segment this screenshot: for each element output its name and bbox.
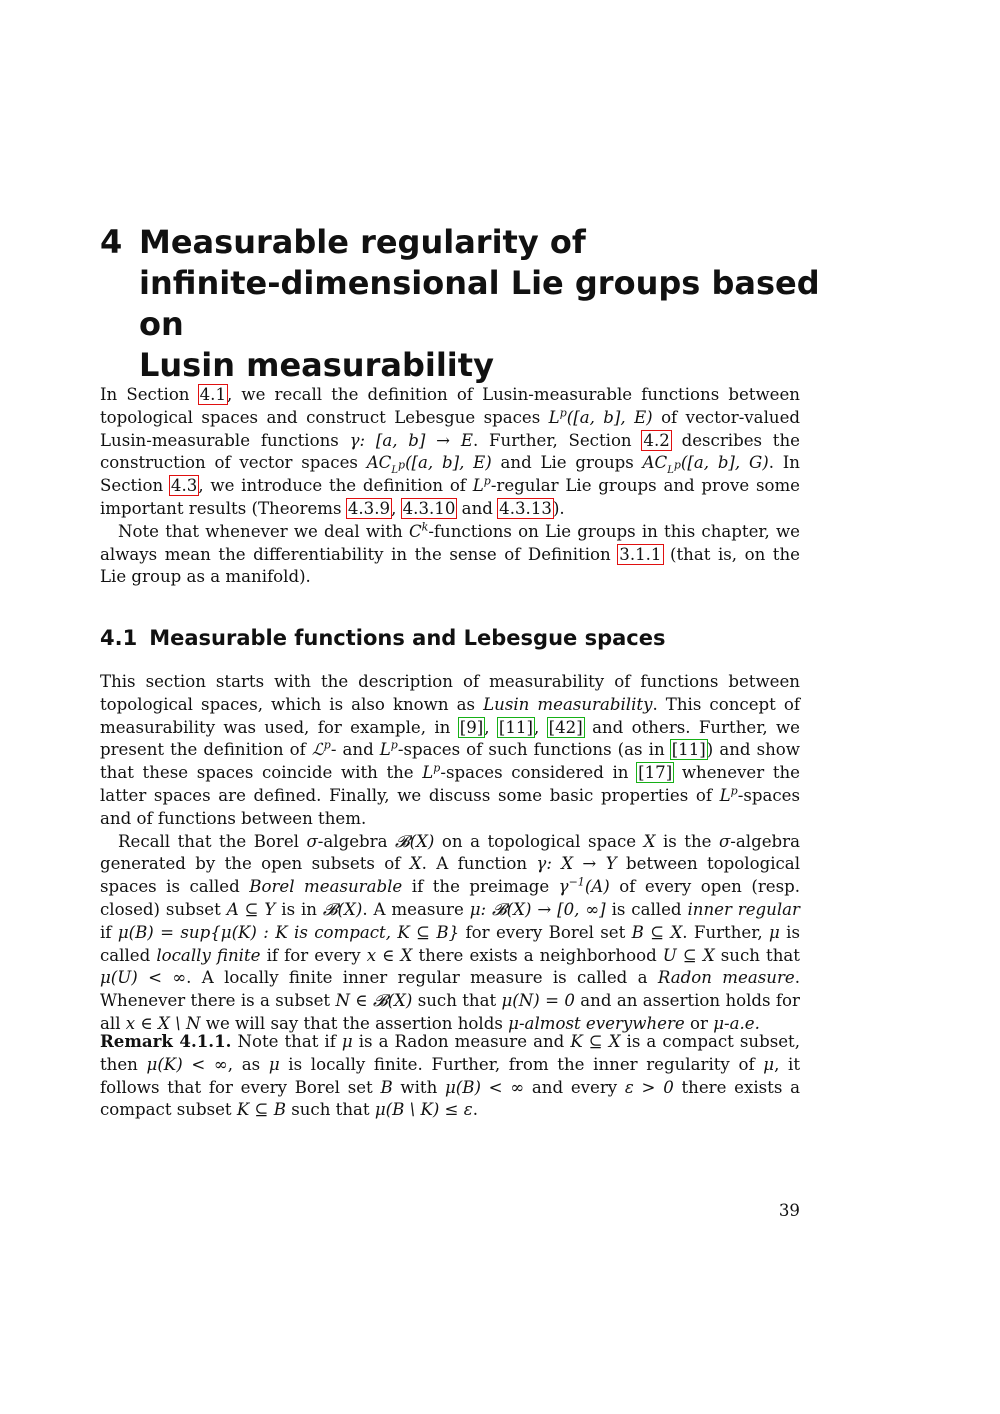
math-script-lp: ℒ$^p$ bbox=[311, 738, 331, 760]
math-b: B bbox=[380, 1077, 393, 1097]
cite-42[interactable]: [42] bbox=[548, 717, 583, 737]
text: is called bbox=[100, 922, 800, 965]
text: This section starts with the description of measurability of functions between topological spaces, which is also known as bbox=[100, 672, 800, 714]
text: . A function bbox=[421, 854, 537, 874]
text: such that bbox=[412, 991, 502, 1011]
text: if the preimage bbox=[402, 877, 559, 897]
text: . Whenever there is a subset bbox=[100, 968, 800, 1011]
text: for every Borel set bbox=[459, 922, 632, 942]
text: there exists a compact subset bbox=[100, 1077, 800, 1120]
math-u-subset-x: U ⊆ X bbox=[662, 945, 715, 965]
text: is a compact subset, then bbox=[100, 1032, 800, 1074]
text: or bbox=[684, 1013, 714, 1033]
text: . Further, bbox=[682, 922, 769, 942]
text: Note that whenever we deal with bbox=[118, 521, 409, 541]
chapter-title bbox=[139, 222, 829, 386]
math-mu: μ bbox=[769, 922, 780, 942]
text: . A measure bbox=[362, 899, 470, 919]
text: there exists a neighborhood bbox=[412, 945, 663, 965]
ref-link-4-3-9[interactable]: 4.3.9 bbox=[347, 498, 391, 518]
text: -regular Lie groups and prove some important results (Theorems bbox=[100, 476, 800, 518]
cite-17[interactable]: [17] bbox=[638, 763, 673, 783]
term-mu-almost-everywhere: μ-almost everywhere bbox=[508, 1013, 685, 1033]
term-locally-finite: locally finite bbox=[156, 945, 261, 965]
math-ac-1: $AC_{L^p}([a$, b], E) bbox=[366, 453, 492, 476]
text: -functions on Lie groups in this chapter, we always mean the differentiability in the sense of Definition bbox=[100, 521, 800, 564]
text: , bbox=[484, 717, 498, 737]
math-ac-2: $AC_{L^p}([a$, b], G) bbox=[642, 453, 769, 476]
ref-link-4-3-13[interactable]: 4.3.13 bbox=[499, 498, 552, 518]
text: and an assertion holds for all bbox=[100, 991, 800, 1033]
math-x-in-x-minus-n: x ∈ X \ N bbox=[125, 1013, 201, 1033]
text: (that is, on the Lie group as a manifold). bbox=[100, 544, 800, 587]
math-lp-3: $L^p$ bbox=[379, 738, 398, 760]
math-b-subset-x: B ⊆ X bbox=[631, 922, 683, 942]
text: and Lie groups bbox=[491, 453, 643, 473]
cite-11[interactable]: [11] bbox=[498, 717, 533, 737]
text: ). bbox=[552, 498, 565, 518]
math-x: X bbox=[643, 831, 656, 851]
math-lp-2: $L^p$ bbox=[472, 474, 491, 496]
text: -spaces considered in bbox=[440, 763, 638, 783]
text: whenever the latter spaces are defined. Finally, we discuss some basic properties of bbox=[100, 763, 800, 805]
term-lusin-measurability: Lusin measurability bbox=[483, 694, 653, 714]
section-number: 4.1 bbox=[100, 626, 138, 650]
term-inner-regular: inner regular bbox=[687, 899, 800, 919]
remark-paragraph bbox=[100, 1030, 800, 1122]
math-sigma: σ bbox=[718, 831, 731, 851]
intro-text bbox=[100, 384, 800, 589]
text: ) and show that these spaces coincide with the bbox=[100, 740, 800, 783]
text: -spaces of such functions (as in bbox=[397, 740, 671, 760]
math-lp: $L^p([a$, b], E) bbox=[548, 406, 653, 427]
math-mu-map: μ: 𝓑(X) → [0, ∞] bbox=[469, 899, 606, 919]
text: such that bbox=[285, 1100, 375, 1120]
text: and others. Further, we present the definition of bbox=[100, 717, 800, 760]
text: is a Radon measure and bbox=[352, 1032, 571, 1051]
text: , as bbox=[227, 1054, 269, 1074]
text: . A locally finite inner regular measure is called a bbox=[186, 968, 658, 988]
ref-link-4-3[interactable]: 4.3 bbox=[170, 476, 198, 496]
cite-9[interactable]: [9] bbox=[459, 717, 484, 737]
math-mu: μ bbox=[763, 1054, 775, 1074]
math-ck: $C^k$ bbox=[408, 520, 429, 541]
math-sup-formula: μ(B) = sup{μ(K) : K is compact, K ⊆ B} bbox=[117, 922, 460, 942]
chapter-number: 4 bbox=[100, 223, 123, 261]
text: . bbox=[472, 1100, 478, 1120]
math-preimage: $\gamma^{-1}(A)$ bbox=[558, 875, 610, 897]
text: , we recall the definition of Lusin-measurable functions between topological spaces and construct Lebesgue spaces bbox=[100, 385, 800, 427]
remark-label: Remark 4.1.1. bbox=[100, 1031, 232, 1051]
text: if bbox=[100, 922, 118, 942]
text: such that bbox=[714, 945, 800, 965]
ref-link-4-1[interactable]: 4.1 bbox=[199, 385, 227, 404]
intro-paragraph-1 bbox=[100, 384, 800, 521]
text: describes the construction of vector spaces bbox=[100, 430, 800, 473]
text: , it follows that for every Borel set bbox=[100, 1054, 801, 1097]
text: Recall that the Borel bbox=[118, 831, 307, 851]
page-number: 39 bbox=[778, 1201, 800, 1220]
math-x-in-x: x ∈ X bbox=[366, 945, 413, 965]
section-text bbox=[100, 671, 800, 1036]
text: . In Section bbox=[100, 453, 800, 496]
text: on a topological space bbox=[434, 831, 644, 851]
math-mu-b-minus-k: μ(B \ K) ≤ ε bbox=[374, 1100, 473, 1120]
chapter-title-line-3: Lusin measurability bbox=[139, 346, 494, 384]
math-k-subset-b: K ⊆ B bbox=[236, 1100, 286, 1120]
chapter-title-line-2: infinite-dimensional Lie groups based on bbox=[139, 264, 820, 343]
text: is in bbox=[275, 899, 323, 919]
math-a-subset-y: A ⊆ Y bbox=[226, 899, 276, 919]
text: , we introduce the definition of bbox=[198, 476, 473, 496]
math-mu-b: μ(B) < ∞ bbox=[445, 1077, 525, 1097]
text: between topological spaces is called bbox=[100, 854, 800, 897]
math-borel-x: 𝓑(X) bbox=[322, 899, 363, 919]
text: . This concept of measurability was used, for example, in bbox=[100, 694, 800, 737]
math-mu-n: μ(N) = 0 bbox=[501, 991, 575, 1011]
term-borel-measurable: Borel measurable bbox=[249, 877, 403, 897]
text: -algebra bbox=[317, 831, 395, 851]
math-gamma-xy: γ: X → Y bbox=[536, 854, 617, 874]
text: - and bbox=[330, 740, 380, 760]
text: if for every bbox=[260, 945, 367, 965]
section-heading bbox=[100, 624, 800, 652]
remark-block bbox=[100, 1030, 800, 1122]
text: is locally finite. Further, from the inner regularity of bbox=[279, 1054, 764, 1074]
text: is called bbox=[605, 899, 688, 919]
text: , bbox=[533, 717, 548, 737]
math-k-subset-x: K ⊆ X bbox=[570, 1032, 621, 1051]
math-sigma: σ bbox=[306, 831, 318, 851]
text: In Section bbox=[100, 385, 199, 404]
intro-paragraph-2 bbox=[100, 521, 800, 589]
math-lp-5: $L^p$ bbox=[719, 784, 738, 805]
math-epsilon: ε > 0 bbox=[624, 1077, 674, 1097]
text: of every open (resp. closed) subset bbox=[100, 877, 800, 919]
term-mu-ae: μ-a.e. bbox=[713, 1013, 760, 1033]
text: and bbox=[456, 498, 499, 518]
math-x: X bbox=[409, 854, 422, 874]
math-borel-x: 𝓑(X) bbox=[395, 831, 435, 851]
text: -spaces and of functions between them. bbox=[100, 785, 800, 828]
text: is the bbox=[655, 831, 719, 851]
text: Note that if bbox=[231, 1032, 342, 1051]
math-mu: μ bbox=[268, 1054, 280, 1074]
section-paragraph-1 bbox=[100, 671, 800, 831]
math-lp-4: $L^p$ bbox=[422, 761, 441, 783]
cite-11-b[interactable]: [11] bbox=[671, 740, 706, 760]
term-radon-measure: Radon measure bbox=[657, 968, 795, 988]
ref-link-4-2[interactable]: 4.2 bbox=[643, 430, 670, 450]
section-paragraph-2 bbox=[100, 831, 800, 1036]
text: we will say that the assertion holds bbox=[200, 1013, 509, 1033]
text: of vector-valued Lusin-measurable functions bbox=[100, 407, 801, 450]
text: , bbox=[391, 498, 402, 518]
ref-link-4-3-10[interactable]: 4.3.10 bbox=[402, 498, 456, 518]
chapter-title-line-1: Measurable regularity of bbox=[139, 223, 586, 261]
text: and every bbox=[524, 1077, 625, 1097]
text: . Further, Section bbox=[472, 430, 643, 450]
math-mu: μ bbox=[341, 1032, 353, 1051]
text: with bbox=[392, 1077, 446, 1097]
math-mu-k: μ(K) < ∞ bbox=[146, 1054, 228, 1074]
math-n-in-b: N ∈ 𝓑(X) bbox=[335, 991, 413, 1011]
math-gamma-map: γ: [a, b] → E bbox=[349, 430, 473, 450]
ref-link-3-1-1[interactable]: 3.1.1 bbox=[619, 544, 662, 564]
section-title: Measurable functions and Lebesgue spaces bbox=[149, 626, 666, 650]
text: -algebra generated by the open subsets of bbox=[100, 831, 800, 874]
math-mu-u: μ(U) < ∞ bbox=[100, 968, 187, 988]
